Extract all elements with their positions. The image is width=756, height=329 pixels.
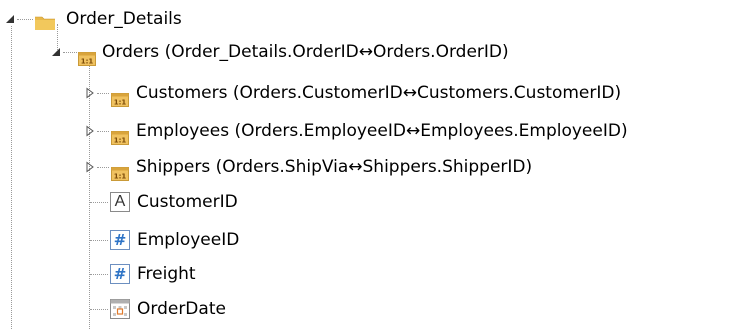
tree-node-label: Employees (Orders.EmployeeID↔Employees.EmployeeID) xyxy=(136,121,628,141)
tree-node-label: Customers (Orders.CustomerID↔Customers.CustomerID) xyxy=(136,83,622,103)
tree-connector xyxy=(90,240,108,241)
folder-icon xyxy=(34,10,56,26)
tree-connector xyxy=(90,202,108,203)
collapse-arrow-icon[interactable] xyxy=(4,13,16,25)
tree-node-relation-shippers[interactable] xyxy=(0,151,700,183)
tree-node-label: EmployeeID xyxy=(137,230,240,250)
tree-node-label: OrderDate xyxy=(137,299,226,319)
tree-node-label: Orders (Order_Details.OrderID↔Orders.OrderID) xyxy=(102,42,509,62)
expand-arrow-icon[interactable] xyxy=(84,87,96,99)
tree-node-label: CustomerID xyxy=(137,192,238,212)
relation-1to1-icon xyxy=(111,124,128,145)
tree-node-field-customerid[interactable] xyxy=(0,186,320,218)
tree-node-label: Shippers (Orders.ShipVia↔Shippers.ShipperID) xyxy=(136,157,533,177)
tree-connector xyxy=(63,52,77,53)
tree-connector xyxy=(97,167,109,168)
tree-connector xyxy=(90,274,108,275)
relation-icon-text: 1:1 xyxy=(113,136,127,145)
number-field-icon: # xyxy=(110,264,130,284)
number-field-icon: # xyxy=(110,230,130,250)
relation-1to1-icon xyxy=(111,160,128,181)
tree-node-label: Order_Details xyxy=(66,9,182,29)
tree-node-relation-customers[interactable] xyxy=(0,77,756,109)
expand-arrow-icon[interactable] xyxy=(84,125,96,137)
tree-connector xyxy=(17,19,33,20)
date-field-icon xyxy=(110,299,130,319)
relation-icon-text: 1:1 xyxy=(113,172,127,181)
tree-node-root[interactable] xyxy=(0,3,300,35)
relation-1to1-icon xyxy=(78,45,95,66)
tree-node-field-orderdate[interactable] xyxy=(0,293,320,325)
expand-arrow-icon[interactable] xyxy=(84,161,96,173)
text-field-icon: A xyxy=(110,192,130,212)
relation-icon-text: 1:1 xyxy=(113,98,127,107)
tree-node-relation-orders[interactable] xyxy=(0,36,620,68)
tree-node-field-freight[interactable] xyxy=(0,258,320,290)
tree-connector xyxy=(90,309,108,310)
collapse-arrow-icon[interactable] xyxy=(50,46,62,58)
tree-node-label: Freight xyxy=(137,264,196,284)
tree-node-relation-employees[interactable] xyxy=(0,115,756,147)
tree-connector xyxy=(97,131,109,132)
tree-node-field-employeeid[interactable] xyxy=(0,224,320,256)
relation-1to1-icon xyxy=(111,86,128,107)
relation-icon-text: 1:1 xyxy=(80,57,94,66)
tree-connector xyxy=(97,93,109,94)
